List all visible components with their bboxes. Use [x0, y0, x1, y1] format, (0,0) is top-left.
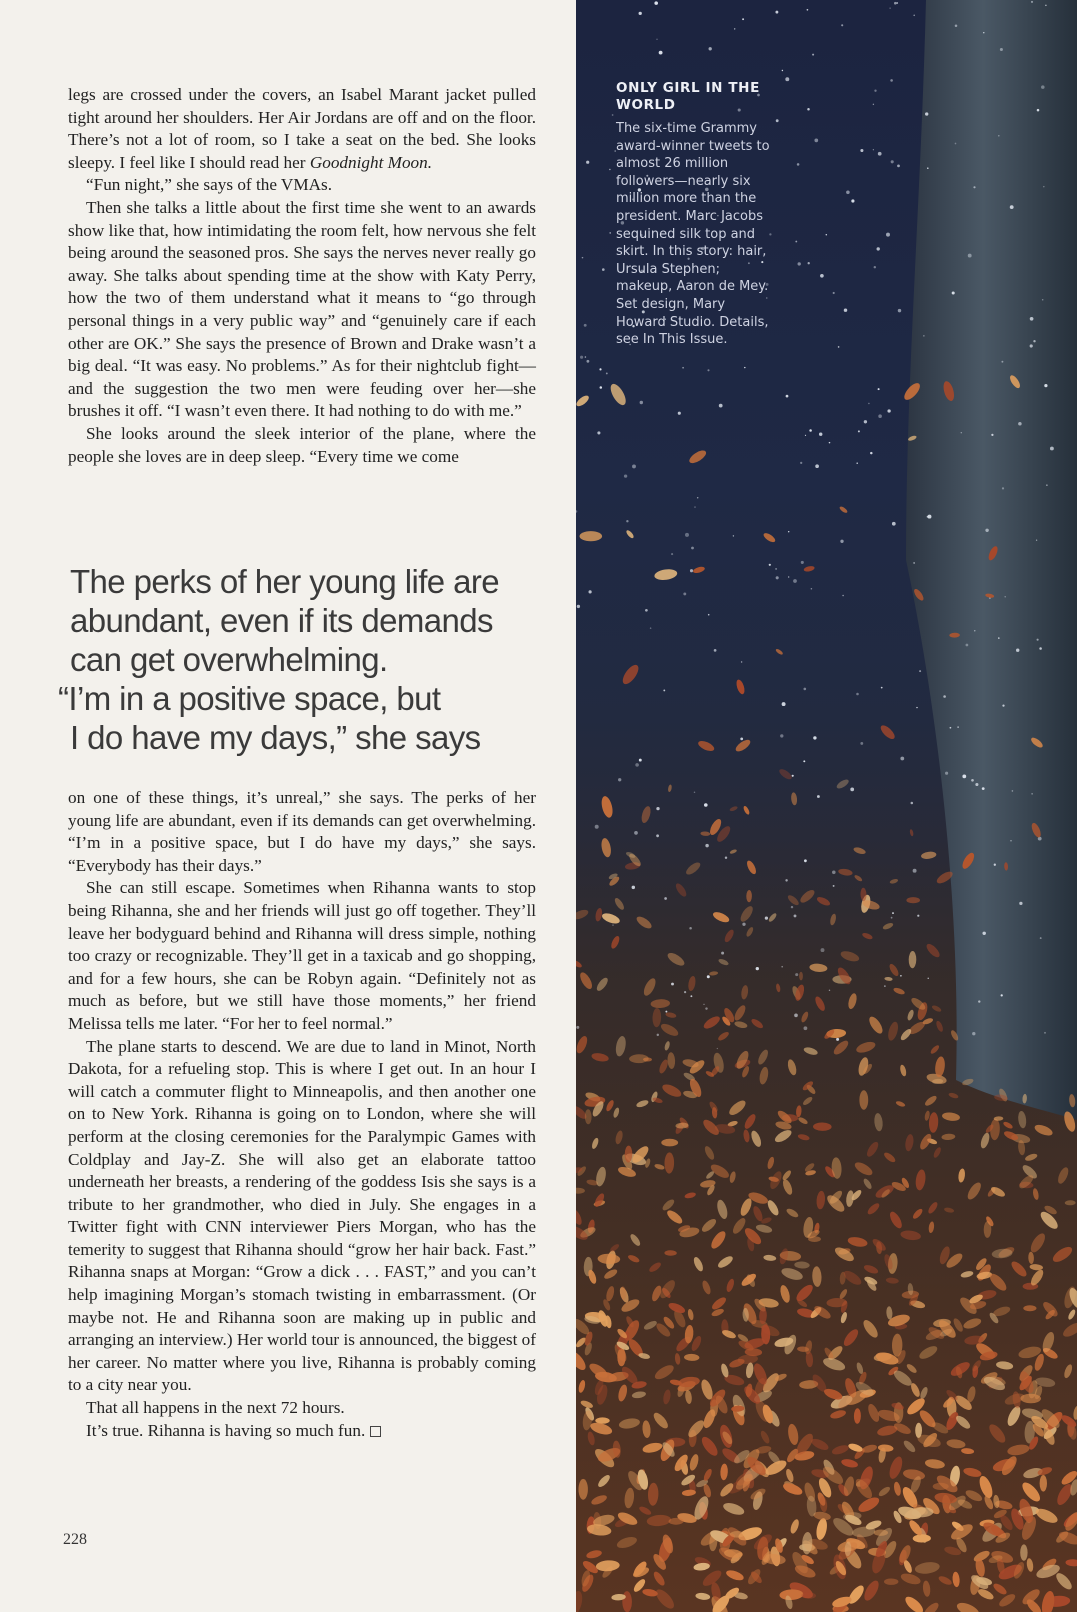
snow-speck [632, 886, 635, 889]
snow-speck [690, 569, 693, 572]
snow-speck [821, 948, 825, 952]
article-paragraph [68, 1397, 536, 1420]
caption-title: ONLY GIRL IN THE WORLD [616, 80, 760, 113]
snow-speck [795, 241, 797, 243]
snow-speck [792, 775, 794, 777]
leaf [687, 448, 708, 466]
snow-speck [785, 879, 787, 881]
leaf [730, 1531, 745, 1538]
snow-speck [1001, 994, 1003, 996]
snow-speck [801, 561, 804, 564]
snow-speck [765, 916, 768, 919]
leaf [775, 648, 784, 656]
pull-quote-line: “I’m in a positive space, but [58, 680, 441, 717]
leaf [654, 568, 678, 581]
snow-speck [640, 401, 643, 404]
snow-speck [819, 432, 822, 435]
snow-speck [781, 966, 783, 968]
snow-speck [1040, 937, 1042, 939]
snow-speck [1044, 1032, 1046, 1034]
snow-speck [744, 367, 745, 368]
snow-speck [694, 506, 695, 507]
caption-body: The six-time Grammy award-winner tweets to almost 26 million followers—nearly six million more than the president. Marc Jacobs sequined silk top and skirt. In this story: hair, Ursula Stephen; makeup, Aaron de Mey. Set design, Mary Howard Studio. Details, see In This Issue. [616, 121, 770, 348]
page-number: 228 [63, 1531, 87, 1548]
snow-speck [957, 726, 958, 727]
snow-speck [782, 70, 783, 71]
snow-speck [639, 12, 642, 15]
snow-speck [833, 292, 835, 294]
snow-speck [878, 152, 882, 156]
snow-speck [952, 291, 955, 294]
snow-speck [873, 149, 874, 150]
snow-speck [690, 995, 692, 997]
leaf [906, 897, 920, 903]
snow-speck [1002, 705, 1004, 707]
snow-speck [838, 346, 840, 348]
snow-speck [776, 576, 779, 579]
snow-speck [1044, 384, 1047, 387]
snow-speck [812, 54, 814, 56]
leaf [661, 1139, 678, 1147]
snow-speck [691, 547, 694, 550]
snow-speck [657, 1034, 659, 1036]
snow-speck [840, 540, 843, 543]
snow-speck [846, 191, 850, 195]
snow-speck [788, 531, 789, 532]
snow-speck [665, 1011, 667, 1013]
paragraph-text: She can still escape. Sometimes when Rihanna wants to stop being Rihanna, she and her friends will just go off together. They’ll leave her bodyguard behind and Rihanna will dress simple, nothing too crazy or recognizable. They’ll get in a taxicab and go shopping, and for a few hours, she can be Robyn again. “Definitely not as much as before, but we still have those moments,” her friend Melissa tells me later. “For her to feel normal.” [68, 878, 536, 1033]
snow-speck [962, 775, 966, 779]
snow-speck [795, 973, 798, 976]
snow-speck [600, 386, 603, 389]
snow-speck [705, 1007, 707, 1009]
snow-speck [756, 967, 759, 970]
snow-speck [826, 234, 827, 235]
snow-speck [664, 897, 667, 900]
leaf [608, 382, 629, 408]
snow-speck [682, 367, 684, 369]
article-column-top [68, 84, 536, 468]
snow-speck [968, 254, 972, 258]
snow-speck [983, 32, 984, 33]
snow-speck [609, 232, 611, 234]
snow-speck [844, 308, 847, 311]
leaf [762, 531, 776, 543]
paragraph-text: on one of these things, it’s unreal,” she says. The perks of her young life are abundant, even if its demands can get overwhelming. “I’m in a positive space, but I do have my days,” she says. “Everybody has their days.” [68, 788, 536, 875]
snow-speck [1004, 596, 1005, 597]
snow-speck [1010, 205, 1014, 209]
snow-speck [913, 15, 915, 17]
snow-speck [612, 114, 614, 116]
snow-speck [896, 2, 898, 4]
snow-speck [782, 702, 786, 706]
snow-speck [798, 262, 801, 265]
snow-speck [1031, 793, 1032, 794]
snow-speck [797, 163, 800, 166]
leaf [1020, 1544, 1027, 1560]
leaf [617, 1348, 625, 1367]
snow-speck [927, 167, 929, 169]
snow-speck [1045, 5, 1046, 6]
snow-speck [877, 247, 880, 250]
snow-speck [606, 372, 608, 374]
snow-speck [775, 11, 778, 14]
snow-speck [814, 139, 818, 143]
snow-speck [923, 335, 924, 336]
end-mark-icon [370, 1426, 381, 1437]
snow-speck [817, 795, 820, 798]
leaf [808, 1236, 821, 1242]
snow-speck [776, 119, 779, 122]
pull-quote-line: can get overwhelming. [70, 641, 388, 678]
snow-speck [955, 25, 958, 28]
article-paragraph [68, 1420, 536, 1443]
snow-speck [635, 763, 639, 767]
snow-speck [577, 605, 580, 608]
snow-speck [769, 564, 771, 566]
paragraph-text: The plane starts to descend. We are due to land in Minot, North Dakota, for a refueling stop. This is where I get out. In an hour I will catch a commuter flight to Minneapolis, and then another one on to New York. Rihanna is going on to London, where she will perform at the closing ceremonies for the Paralympic Games with Coldplay and Jay-Z. She will also get an elaborate tattoo underneath her breasts, a rendering of the goddess Isis she says is a tribute to her grandmother, who died in July. She engages in a Twitter fight with CNN interviewer Piers Morgan, who has the temerity to suggest that Rihanna should “grow her hair back. Fast.” Rihanna snaps at Morgan: “Grow a dick . . . FAST,” and you can’t help imagining Morgan’s stomach twisting in embarrassment. (Or maybe not. He and Rihanna soon are making up in public and arranging an interview.) Her world tour is announced, the biggest of her career. No matter where you live, Rihanna is probably coming to a city near you. [68, 1036, 536, 1395]
snow-speck [791, 906, 793, 908]
snow-speck [576, 510, 577, 512]
snow-speck [804, 1026, 808, 1030]
snow-speck [624, 474, 627, 477]
snow-speck [815, 464, 819, 468]
snow-speck [1037, 109, 1040, 112]
snow-speck [599, 368, 601, 370]
snow-speck [894, 2, 897, 5]
snow-speck [656, 807, 659, 810]
snow-speck [708, 614, 710, 616]
snow-speck [950, 727, 952, 729]
snow-speck [892, 912, 894, 914]
snow-speck [683, 592, 686, 595]
snow-speck [994, 864, 996, 866]
snow-speck [874, 90, 876, 92]
snow-speck [618, 778, 621, 781]
snow-speck [911, 802, 914, 805]
snow-speck [850, 788, 854, 792]
snow-speck [794, 914, 797, 917]
snow-speck [813, 736, 816, 739]
snow-speck [919, 670, 921, 672]
snow-speck [1033, 340, 1035, 342]
paragraph-text: She looks around the sleek interior of the plane, where the people she loves are in deep sleep. “Every time we come [68, 423, 536, 466]
leaf [1040, 1475, 1047, 1492]
snow-speck [925, 112, 928, 115]
snow-speck [609, 169, 610, 170]
snow-speck [612, 924, 613, 925]
snow-speck [1012, 790, 1014, 792]
snow-speck [833, 885, 835, 887]
snow-speck [580, 356, 583, 359]
snow-speck [851, 199, 854, 202]
snow-speck [1050, 447, 1054, 451]
snow-speck [891, 160, 894, 163]
snow-speck [975, 783, 978, 786]
leaf [576, 394, 591, 408]
snow-speck [595, 825, 599, 829]
leaf [620, 662, 642, 686]
snow-speck [725, 857, 727, 859]
snow-speck [991, 434, 993, 436]
snow-speck [803, 688, 806, 691]
snow-speck [961, 432, 962, 433]
snow-speck [897, 165, 900, 168]
snow-speck [634, 831, 638, 835]
snow-speck [694, 792, 696, 794]
leaf [735, 679, 746, 696]
snow-speck [707, 369, 709, 371]
snow-speck [829, 442, 831, 444]
paragraph-text: It’s true. Rihanna is having so much fun. [86, 1420, 366, 1440]
snow-speck [917, 915, 919, 917]
snow-speck [584, 324, 587, 327]
snow-speck [955, 143, 957, 145]
snow-speck [807, 108, 810, 111]
snow-speck [1019, 902, 1022, 905]
snow-speck [632, 464, 636, 468]
snow-speck [714, 649, 717, 652]
snow-speck [945, 772, 948, 775]
snow-speck [585, 356, 587, 358]
snow-speck [804, 859, 807, 862]
article-paragraph [68, 84, 536, 174]
snow-speck [654, 1, 658, 5]
snow-speck [697, 497, 698, 498]
snow-speck [860, 149, 863, 152]
snow-speck [705, 844, 708, 847]
snow-speck [873, 104, 874, 105]
snow-speck [656, 39, 657, 40]
snow-speck [856, 462, 857, 463]
snow-speck [803, 760, 805, 762]
snow-speck [1002, 487, 1004, 489]
snow-speck [800, 462, 802, 464]
snow-speck [898, 309, 901, 312]
snow-speck [842, 595, 844, 597]
paragraph-text: “Fun night,” she says of the VMAs. [86, 175, 333, 195]
snow-speck [1030, 344, 1033, 347]
snow-speck [685, 533, 689, 537]
snow-speck [856, 693, 859, 696]
snow-speck [639, 759, 642, 762]
snow-speck [786, 395, 789, 398]
paragraph-text: Then she talks a little about the first time she went to an awards show like that, how intimidating the room felt, how nervous she felt being around the seasoned pros. She says the nerves never really go away. She talks about spending time at the show with Katy Perry, how the two of them understand what it means to “go through personal things in a very public way” and “genuinely care if each other are OK.” She says the presence of Brown and Drake wasn’t a big deal. “It was easy. No problems.” As for their nightclub fight—and the suggestion the two men were feuding over her—she brushes it off. “I wasn’t even there. It had nothing to do with me.” [68, 197, 536, 421]
snow-speck [788, 576, 789, 577]
snow-speck [913, 562, 914, 563]
article-paragraph [68, 423, 536, 468]
snow-speck [1001, 361, 1003, 363]
snow-speck [719, 404, 723, 408]
snow-speck [881, 687, 883, 689]
snow-speck [645, 609, 648, 612]
snow-speck [1043, 186, 1045, 188]
snow-speck [742, 923, 745, 926]
snow-speck [663, 689, 665, 691]
snow-speck [709, 47, 712, 50]
snow-speck [913, 869, 917, 873]
snow-speck [809, 429, 812, 432]
snow-speck [1018, 422, 1022, 426]
snow-speck [974, 630, 975, 631]
snow-speck [1030, 317, 1034, 321]
leaf [799, 972, 803, 981]
snow-speck [900, 975, 902, 977]
snow-speck [811, 588, 813, 590]
snow-speck [900, 757, 904, 761]
snow-speck [808, 262, 810, 264]
leaf [578, 1479, 587, 1500]
snow-speck [832, 871, 836, 875]
snow-speck [775, 568, 777, 570]
snow-speck [656, 834, 659, 837]
snow-speck [864, 420, 867, 423]
pull-quote-line: The perks of her young life are [70, 563, 499, 600]
snow-speck [860, 742, 863, 745]
snow-speck [1041, 85, 1045, 89]
snow-speck [889, 7, 890, 8]
snow-speck [985, 529, 988, 532]
snow-speck [650, 627, 652, 629]
snow-speck [978, 1000, 980, 1002]
snow-speck [1046, 484, 1047, 485]
snow-speck [721, 952, 724, 955]
snow-speck [671, 983, 674, 986]
snow-speck [807, 9, 809, 11]
snow-speck [870, 452, 872, 454]
snow-speck [689, 927, 692, 930]
article-paragraph [68, 877, 536, 1035]
snow-speck [734, 28, 735, 29]
snow-speck [703, 1004, 704, 1005]
leaf [803, 565, 815, 572]
snow-speck [982, 932, 985, 935]
snow-speck [943, 695, 946, 698]
article-paragraph [68, 174, 536, 197]
snow-speck [1000, 48, 1003, 51]
snow-speck [892, 522, 896, 526]
snow-speck [884, 985, 885, 986]
paragraph-text: That all happens in the next 72 hours. [86, 1398, 345, 1418]
snow-speck [1037, 639, 1039, 641]
snow-speck [684, 991, 686, 993]
snow-speck [891, 917, 893, 919]
snow-speck [805, 435, 806, 436]
snow-speck [890, 79, 893, 82]
snow-speck [829, 990, 830, 991]
snow-speck [704, 803, 708, 807]
snow-speck [626, 520, 628, 522]
snow-speck [742, 18, 744, 20]
snow-speck [820, 274, 824, 278]
pull-quote-line: abundant, even if its demands [70, 602, 493, 639]
snow-speck [576, 1026, 579, 1029]
snow-speck [973, 186, 975, 188]
pull-quote-line: I do have my days,” she says [70, 719, 481, 756]
snow-speck [586, 161, 589, 164]
snow-speck [740, 738, 743, 741]
article-column-bottom [68, 787, 536, 1442]
leaf [839, 505, 849, 514]
snow-speck [874, 266, 876, 268]
snow-speck [1016, 648, 1019, 651]
snow-speck [1010, 840, 1011, 841]
snow-speck [794, 1014, 798, 1018]
snow-speck [602, 268, 605, 271]
snow-speck [998, 135, 1000, 137]
snow-speck [780, 734, 783, 737]
snow-speck [928, 515, 932, 519]
snow-speck [916, 707, 917, 708]
snow-speck [998, 637, 1000, 639]
snow-speck [589, 590, 592, 593]
snow-speck [785, 77, 789, 81]
snow-speck [878, 388, 880, 390]
snow-speck [586, 360, 589, 363]
leaf [884, 1579, 898, 1585]
leaf [580, 531, 603, 541]
leaf [859, 1090, 868, 1110]
article-paragraph [68, 197, 536, 423]
snow-speck [678, 412, 681, 415]
snow-speck [1039, 647, 1042, 650]
snow-speck [671, 553, 673, 555]
snow-speck [887, 409, 890, 412]
snow-speck [966, 644, 969, 647]
snow-speck [878, 414, 882, 418]
snow-speck [733, 535, 734, 536]
paragraph-text: legs are crossed under the covers, an Isabel Marant jacket pulled tight around her shoulders. Her Air Jordans are off and on the floor. There’s not a lot of room, so I take a seat on the bed. She looks sleepy. I feel like I should read her [68, 85, 536, 172]
snow-speck [659, 51, 663, 55]
snow-speck [582, 257, 584, 259]
article-paragraph [68, 1036, 536, 1398]
snow-speck [717, 1048, 718, 1049]
leaf [692, 566, 705, 575]
snow-speck [928, 978, 929, 979]
snow-speck [858, 430, 860, 432]
snow-speck [868, 403, 869, 404]
snow-speck [1031, 1, 1033, 3]
pull-quote [58, 562, 558, 757]
article-paragraph [68, 787, 536, 877]
snow-speck [707, 975, 710, 978]
book-title: Goodnight Moon. [309, 152, 433, 172]
snow-speck [1042, 299, 1044, 301]
snow-speck [971, 779, 974, 782]
snow-speck [836, 1038, 839, 1041]
snow-speck [972, 1032, 975, 1035]
snow-speck [982, 787, 985, 790]
snow-speck [886, 233, 890, 237]
snow-speck [841, 24, 843, 26]
snow-speck [793, 579, 797, 583]
photo-caption [616, 80, 776, 349]
snow-speck [597, 431, 600, 434]
snow-speck [1036, 540, 1037, 541]
snow-speck [741, 661, 742, 662]
leaf [1023, 1305, 1036, 1311]
leaf [625, 529, 635, 539]
